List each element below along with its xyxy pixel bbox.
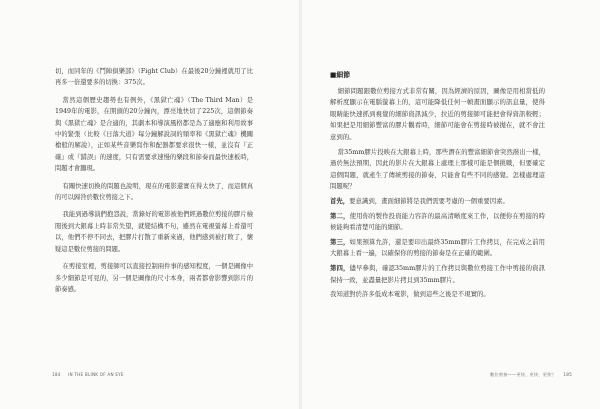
right-paragraph-1: 細節問題跟數位剪接方式非常有關，因為經濟的原因，圖像是用相當低的解析度顯示在電腦螢幕上的，這可能降低任何一幀畫面顯示的訊息量，使得眼睛能快速抓到視覺的細節資訊減少，拉近的剪接師可能把會得資訊較輕；如果把是用細節豐富的膠片觀看時，細節可能會在剪接時被拋在，就不會注意到的。 [330,86,545,141]
left-running-head: IN THE BLINK OF AN EYE [68,372,124,377]
left-paragraph-1: 切，而同年的《鬥陣俱樂部》（Fight Club）在最後20分鐘裡就用了比再多一倍還要多的切換：375次。 [55,68,253,87]
right-page [302,0,600,409]
list-item-text: 儘早參與，確認35mm膠片的工作拷貝與數位剪接工作中剪接的資訊保持一致，並盡量把影片拷貝到35mm膠片。 [330,263,545,284]
left-paragraph-3: 有關快速切換的問題也說明，現在的電影還實在得太快了，而這個真的可以歸咎於數位剪接之下。 [55,182,253,202]
left-paragraph-5: 在剪接室裡，剪接師可以直接控制兩件事的感知程度，一個是圖像中多少細節是可見的，另一個是圖像的尺寸本身，兩者都會影響到影片的節奏感。 [55,263,253,293]
list-item-label: 第四， [330,263,350,272]
list-item-text: 要意識到，畫面細節將是我們需要考慮的一個重要因素。 [349,196,509,205]
right-paragraph-last: 我知道對於許多低成本電影，做到這些之後是不現實的。 [330,290,490,299]
left-paragraph-4: 我能到過導演們抱怨說，當錄好的電影被他們經過數位剪接的膠片檢閱後到大銀幕上時非常失望，就變結構不句，雖然在電視螢幕上看還可以，他們不停不同去，把膠片打散了重新來過，他們感到被打敗了，懷疑這是數位剪接的問題。 [55,211,253,253]
list-item-label: 首先， [330,196,350,205]
right-page-number: 185 [563,372,572,377]
right-list-item-3 [330,237,545,260]
right-footer [490,372,572,378]
list-item-label: 第二， [330,211,350,220]
section-title: ■細節 [330,71,351,79]
left-page-text [55,66,253,301]
right-page-text [330,70,545,304]
right-list-item-1 [330,196,545,208]
list-item-label: 第三， [330,237,350,246]
right-list-item-4 [330,263,545,286]
left-footer [52,372,124,377]
right-running-head: 數位剪接——更快、更快、更快？ [490,372,556,377]
left-page-number: 184 [52,372,61,377]
list-item-text: 使用你的製作投資能力容許的最高清晰度來工作，以便你在剪接的時候能夠看清楚可能的細節。 [330,211,546,232]
left-page [0,0,299,409]
list-item-text: 如果預算允許，還是要印出最終35mm膠片工作拷貝，在完成之前用大銀幕上看一遍，以確保你的剪接的節奏是在正確的範圍。 [330,237,545,258]
left-paragraph-2: 當然這個歷史趨勢也有例外，《黑獄亡魂》（The Third Man）是1949年的電影，在開頭的20分鐘內，漂亮地快切了225次，這個節奏與《黑獄亡魂》是合適的，其劇本和導演風格都是為了適應和利用故事中的緊張（比較《日落大道》每分鐘解說詞的頻率和《黑獄亡魂》機關槍般的解說），正如某些音樂寫作和配器都要求很快一樣，並沒有『正確』或『錯誤』的速度，只有需要求速慢的樂段和節奏而最快速板時，問題才會顯現。 [55,96,253,173]
right-list-item-2 [330,211,545,234]
right-paragraph-2: 當35mm膠片投映在大銀幕上時，那些潛在的豐富細節會突然潑出一樣，過於無法預期，因此的影片在大銀幕上處理上那樣可能是個挑戰，但要確定這個問題，就產生了傳統剪接的節奏，只能會有些不同的感覺。怎樣處理這問題呢？ [330,147,545,191]
